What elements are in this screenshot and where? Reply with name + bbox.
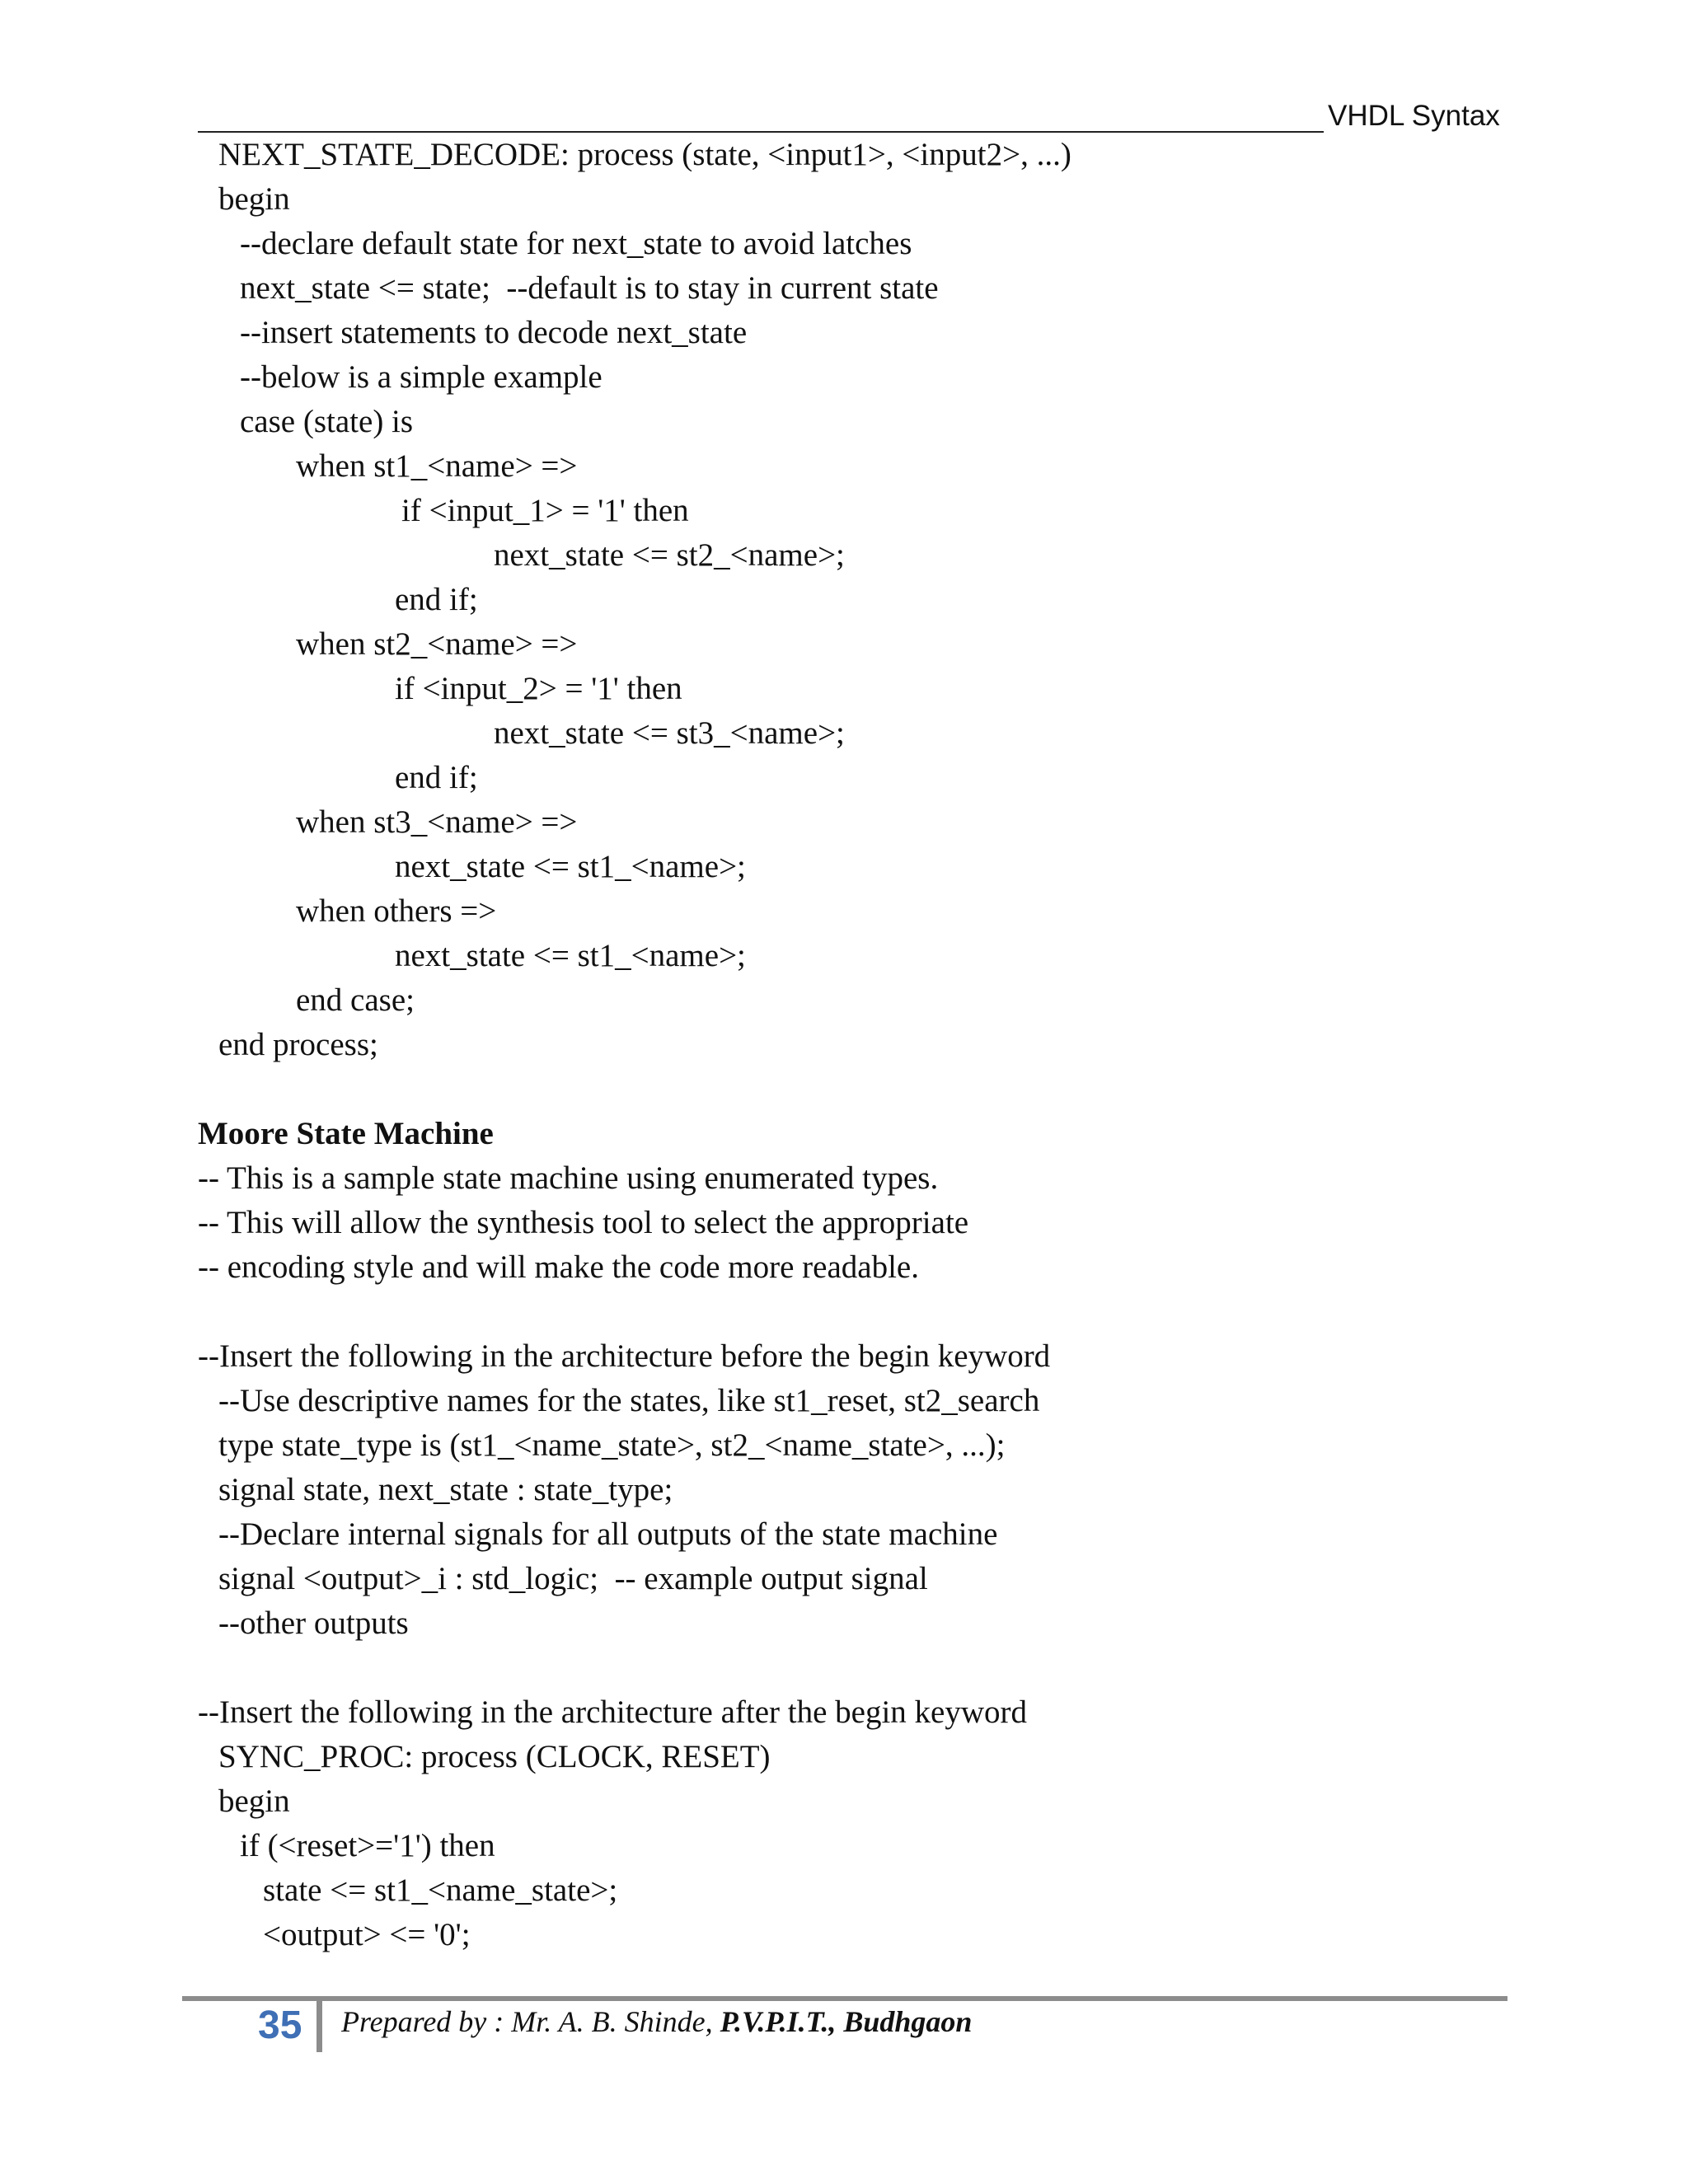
code-line: when st1_<name> => [296, 448, 578, 484]
code-line: end if; [395, 760, 478, 795]
section-heading: Moore State Machine [198, 1116, 494, 1151]
code-line: end process; [218, 1027, 378, 1062]
code-line: when others => [296, 893, 497, 929]
code-line: next_state <= st1_<name>; [395, 849, 746, 884]
comment-line: -- This is a sample state machine using enumerated types. [198, 1160, 939, 1196]
code-line: end case; [296, 982, 415, 1018]
code-line: signal <output>_i : std_logic; -- example output signal [218, 1561, 928, 1596]
prepared-by: Prepared by : Mr. A. B. Shinde, [341, 2005, 720, 2038]
institution: P.V.P.I.T., Budhgaon [720, 2005, 973, 2038]
code-line: end if; [395, 582, 478, 617]
code-line: <output> <= '0'; [263, 1917, 471, 1952]
code-line: signal state, next_state : state_type; [218, 1472, 673, 1507]
code-line: --Declare internal signals for all outputs of the state machine [218, 1516, 998, 1552]
code-line: next_state <= st1_<name>; [395, 938, 746, 973]
page-number: 35 [258, 2004, 302, 2047]
code-line: state <= st1_<name_state>; [263, 1872, 618, 1908]
code-line: --Insert the following in the architecture before the begin keyword [198, 1338, 1051, 1374]
code-line: begin [218, 1783, 290, 1819]
code-line: --below is a simple example [240, 359, 603, 395]
code-line: if (<reset>='1') then [240, 1828, 495, 1863]
header-title: VHDL Syntax [1328, 100, 1500, 132]
code-line: next_state <= state; --default is to stay in current state [240, 270, 939, 306]
footer-divider [316, 2001, 322, 2052]
code-line: --other outputs [218, 1605, 409, 1641]
code-line: if <input_2> = '1' then [395, 671, 682, 706]
code-line: case (state) is [240, 404, 414, 439]
code-line: next_state <= st3_<name>; [494, 715, 845, 751]
footer-credit [341, 2001, 972, 2042]
code-line: when st3_<name> => [296, 804, 578, 840]
code-line: type state_type is (st1_<name_state>, st2_<name_state>, ...); [218, 1427, 1006, 1463]
comment-line: -- encoding style and will make the code more readable. [198, 1249, 919, 1285]
code-line: next_state <= st2_<name>; [494, 537, 845, 573]
code-line: NEXT_STATE_DECODE: process (state, <input1>, <input2>, ...) [218, 137, 1071, 172]
code-line: if <input_1> = '1' then [401, 493, 689, 528]
code-line: when st2_<name> => [296, 626, 578, 662]
code-line: --insert statements to decode next_state [240, 315, 748, 350]
code-line: begin [218, 181, 290, 217]
code-line: SYNC_PROC: process (CLOCK, RESET) [218, 1739, 771, 1774]
comment-line: -- This will allow the synthesis tool to select the appropriate [198, 1205, 969, 1240]
header-rule [198, 131, 1324, 133]
code-line: --Insert the following in the architecture after the begin keyword [198, 1694, 1028, 1730]
code-line: --Use descriptive names for the states, like st1_reset, st2_search [218, 1383, 1040, 1418]
code-line: --declare default state for next_state to avoid latches [240, 226, 912, 261]
